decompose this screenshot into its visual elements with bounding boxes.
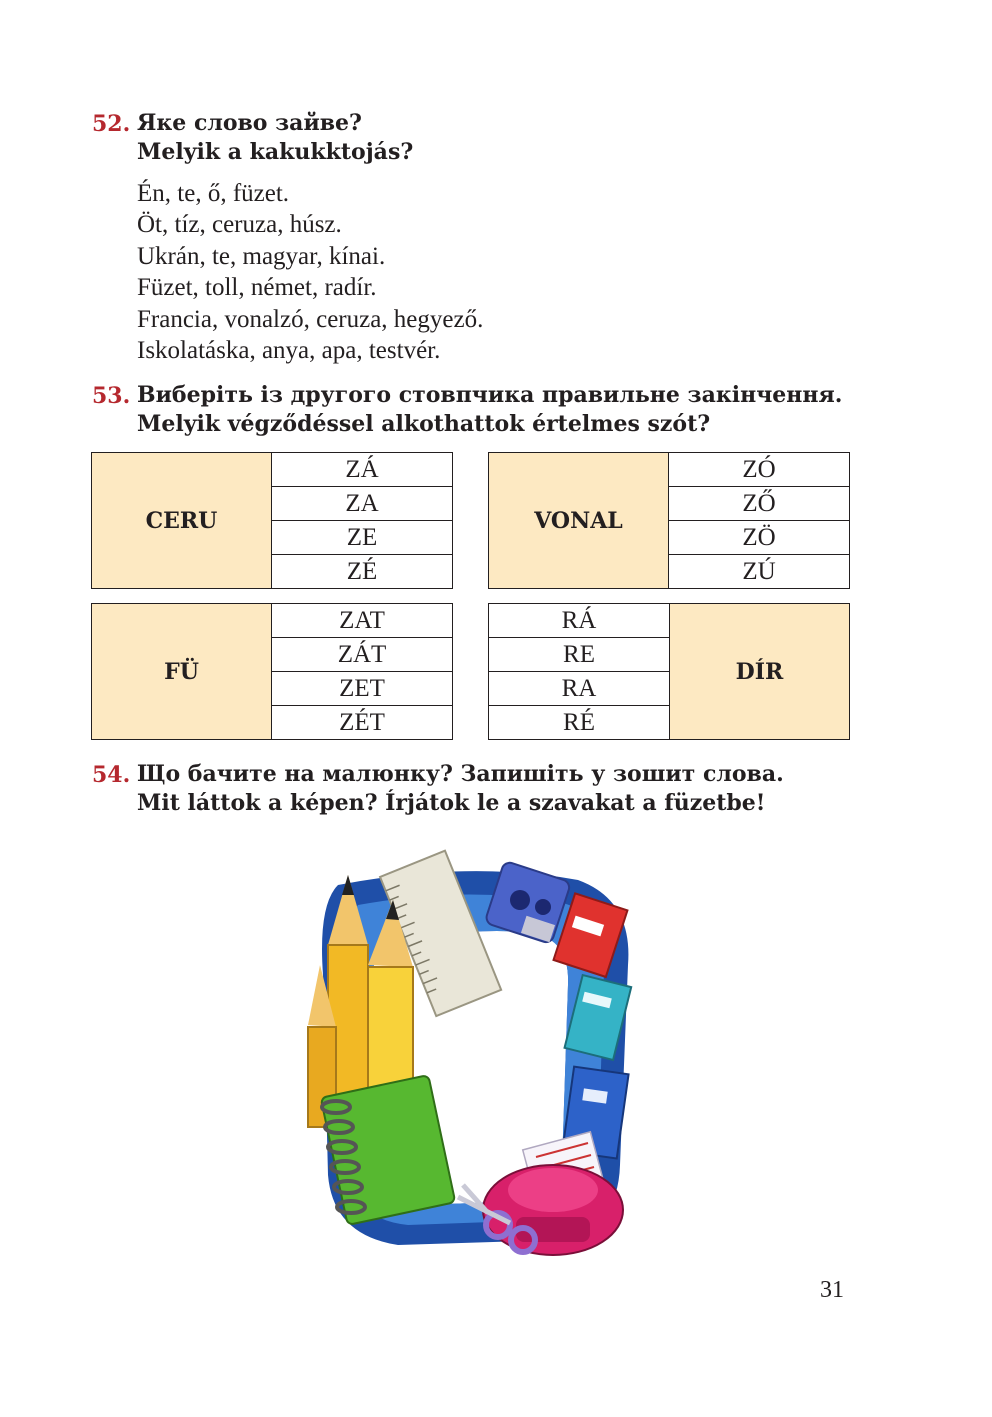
ending-table-fu bbox=[91, 603, 453, 740]
task-number: 54. bbox=[92, 762, 131, 788]
list-item: Füzet, toll, német, radír. bbox=[137, 274, 377, 302]
pink-backpack bbox=[483, 1165, 623, 1255]
ending-cell: ZÖ bbox=[669, 521, 850, 555]
school-supplies-illustration bbox=[298, 845, 634, 1265]
ending-cell: RA bbox=[489, 672, 670, 706]
list-item: Öt, tíz, ceruza, húsz. bbox=[137, 211, 342, 239]
task-number: 53. bbox=[92, 383, 131, 409]
task-title-hu: Mit láttok a képen? Írjátok le a szavakat a füzetbe! bbox=[137, 790, 766, 816]
ending-cell: RÁ bbox=[489, 604, 670, 638]
ending-table-ceru bbox=[91, 452, 453, 589]
task-title-hu: Melyik a kakukktojás? bbox=[137, 139, 414, 165]
ending-cell: ZA bbox=[272, 487, 453, 521]
ending-cell: ZÁ bbox=[272, 453, 453, 487]
ending-cell: ZÁT bbox=[272, 638, 453, 672]
word-stem: FÜ bbox=[92, 604, 272, 740]
task-title-ua: Виберіть із другого стовпчика правильне закінчення. bbox=[137, 382, 843, 408]
ending-cell: RE bbox=[489, 638, 670, 672]
list-item: Én, te, ő, füzet. bbox=[137, 180, 290, 207]
ending-table-dir bbox=[488, 603, 850, 740]
ending-table-vonal bbox=[488, 452, 850, 589]
green-spiral-notebook bbox=[321, 1075, 456, 1225]
word-list bbox=[137, 178, 483, 366]
task-title-hu: Melyik végződéssel alkothattok értelmes szót? bbox=[137, 411, 711, 437]
word-stem: DÍR bbox=[670, 604, 850, 740]
task-title-ua: Що бачите на малюнку? Запишіть у зошит слова. bbox=[137, 761, 784, 787]
list-item: Ukrán, te, magyar, kínai. bbox=[137, 242, 386, 270]
ending-cell: ZŐ bbox=[669, 487, 850, 521]
page-number: 31 bbox=[820, 1277, 844, 1303]
ending-cell: ZAT bbox=[272, 604, 453, 638]
ending-cell: ZÚ bbox=[669, 555, 850, 589]
ending-cell: RÉ bbox=[489, 706, 670, 740]
word-stem: CERU bbox=[92, 453, 272, 589]
ending-cell: ZÓ bbox=[669, 453, 850, 487]
list-item: Iskolatáska, anya, apa, testvér. bbox=[137, 337, 441, 365]
word-stem: VONAL bbox=[489, 453, 669, 589]
list-item: Francia, vonalzó, ceruza, hegyező. bbox=[137, 305, 484, 333]
task-title-ua: Яке слово зайве? bbox=[137, 110, 362, 136]
ending-cell: ZÉ bbox=[272, 555, 453, 589]
ending-cell: ZE bbox=[272, 521, 453, 555]
ending-cell: ZÉT bbox=[272, 706, 453, 740]
task-number: 52. bbox=[92, 111, 131, 137]
ending-cell: ZET bbox=[272, 672, 453, 706]
